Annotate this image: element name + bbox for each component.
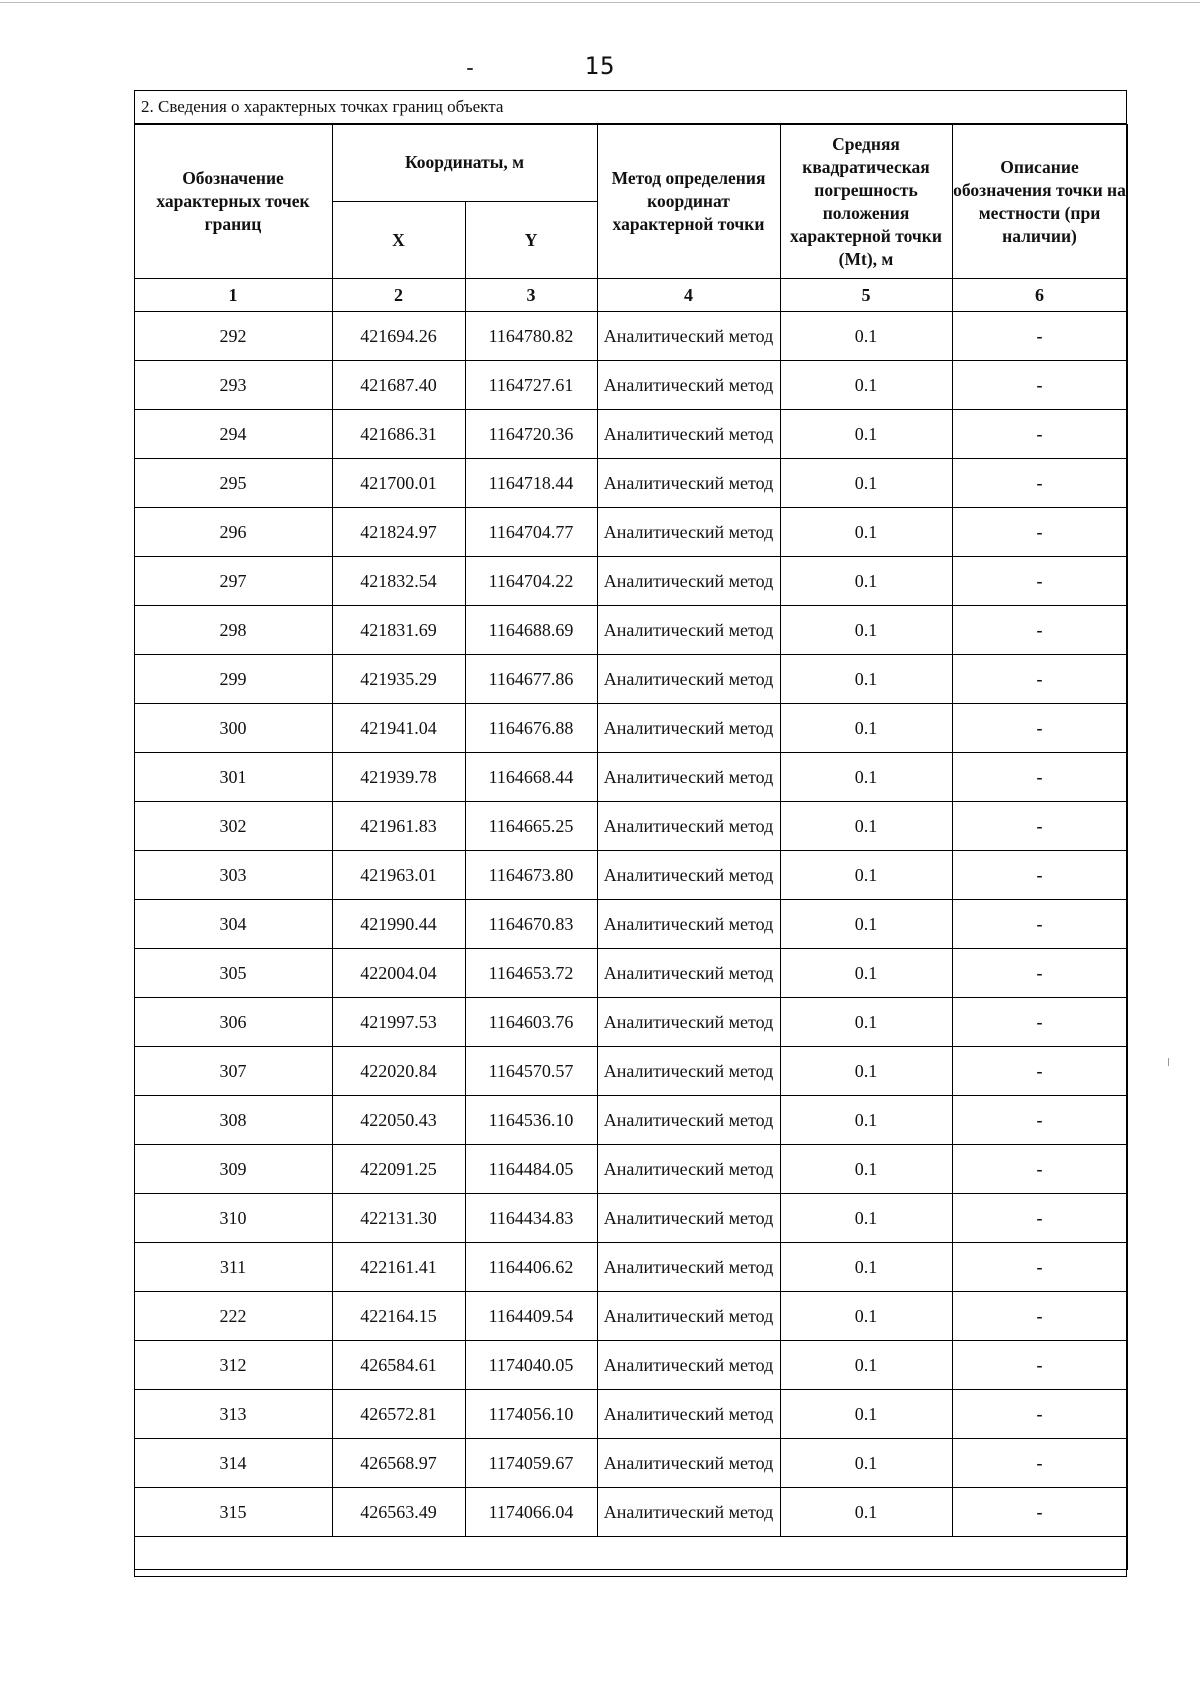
table-row <box>134 998 1127 1047</box>
y-coordinate-cell: 1174059.67 <box>465 1439 597 1488</box>
point-id-cell: 292 <box>134 312 332 361</box>
method-cell: Аналитический метод <box>597 949 780 998</box>
header-method: Метод определения координат характерной точки <box>597 125 780 279</box>
method-cell: Аналитический метод <box>597 1047 780 1096</box>
header-error: Средняя квадратическая погрешность положения характерной точки (Mt), м <box>780 125 952 279</box>
mt-cell: 0.1 <box>780 508 952 557</box>
x-coordinate-cell: 422131.30 <box>332 1194 465 1243</box>
y-coordinate-cell: 1164677.86 <box>465 655 597 704</box>
method-cell: Аналитический метод <box>597 1145 780 1194</box>
point-id-cell: 296 <box>134 508 332 557</box>
table-row <box>134 1145 1127 1194</box>
y-coordinate-cell: 1164409.54 <box>465 1292 597 1341</box>
x-coordinate-cell: 421832.54 <box>332 557 465 606</box>
table-row <box>134 1341 1127 1390</box>
mt-cell: 0.1 <box>780 1439 952 1488</box>
mt-cell: 0.1 <box>780 1243 952 1292</box>
method-cell: Аналитический метод <box>597 1341 780 1390</box>
point-id-cell: 311 <box>134 1243 332 1292</box>
table-row <box>134 802 1127 851</box>
point-id-cell: 299 <box>134 655 332 704</box>
y-coordinate-cell: 1164484.05 <box>465 1145 597 1194</box>
description-cell: - <box>952 557 1127 606</box>
header-y: Y <box>465 202 597 279</box>
description-cell: - <box>952 1096 1127 1145</box>
description-cell: - <box>952 1439 1127 1488</box>
y-coordinate-cell: 1164727.61 <box>465 361 597 410</box>
x-coordinate-cell: 422161.41 <box>332 1243 465 1292</box>
description-cell: - <box>952 1292 1127 1341</box>
mt-cell: 0.1 <box>780 655 952 704</box>
section-title: 2. Сведения о характерных точках границ объекта <box>135 91 1126 124</box>
method-cell: Аналитический метод <box>597 998 780 1047</box>
method-cell: Аналитический метод <box>597 410 780 459</box>
description-cell: - <box>952 606 1127 655</box>
table-row <box>134 1292 1127 1341</box>
description-cell: - <box>952 998 1127 1047</box>
y-coordinate-cell: 1164536.10 <box>465 1096 597 1145</box>
method-cell: Аналитический метод <box>597 1096 780 1145</box>
description-cell: - <box>952 704 1127 753</box>
table-row <box>134 704 1127 753</box>
table-row <box>134 1390 1127 1439</box>
x-coordinate-cell: 421700.01 <box>332 459 465 508</box>
y-coordinate-cell: 1164704.77 <box>465 508 597 557</box>
x-coordinate-cell: 421687.40 <box>332 361 465 410</box>
y-coordinate-cell: 1164668.44 <box>465 753 597 802</box>
mt-cell: 0.1 <box>780 1145 952 1194</box>
x-coordinate-cell: 426572.81 <box>332 1390 465 1439</box>
point-id-cell: 295 <box>134 459 332 508</box>
mt-cell: 0.1 <box>780 1390 952 1439</box>
method-cell: Аналитический метод <box>597 459 780 508</box>
y-coordinate-cell: 1164670.83 <box>465 900 597 949</box>
x-coordinate-cell: 421939.78 <box>332 753 465 802</box>
y-coordinate-cell: 1164718.44 <box>465 459 597 508</box>
x-coordinate-cell: 422020.84 <box>332 1047 465 1096</box>
y-coordinate-cell: 1164434.83 <box>465 1194 597 1243</box>
table-row <box>134 606 1127 655</box>
table-row <box>134 312 1127 361</box>
description-cell: - <box>952 655 1127 704</box>
mt-cell: 0.1 <box>780 949 952 998</box>
point-id-cell: 303 <box>134 851 332 900</box>
mt-cell: 0.1 <box>780 900 952 949</box>
table-row <box>134 753 1127 802</box>
table-row <box>134 557 1127 606</box>
description-cell: - <box>952 851 1127 900</box>
description-cell: - <box>952 1243 1127 1292</box>
column-number: 1 <box>134 279 332 312</box>
point-id-cell: 307 <box>134 1047 332 1096</box>
method-cell: Аналитический метод <box>597 900 780 949</box>
description-cell: - <box>952 459 1127 508</box>
table-row <box>134 410 1127 459</box>
point-id-cell: 306 <box>134 998 332 1047</box>
column-number: 4 <box>597 279 780 312</box>
point-id-cell: 293 <box>134 361 332 410</box>
point-id-cell: 297 <box>134 557 332 606</box>
description-cell: - <box>952 900 1127 949</box>
scan-speck <box>467 68 473 70</box>
point-id-cell: 300 <box>134 704 332 753</box>
point-id-cell: 222 <box>134 1292 332 1341</box>
mt-cell: 0.1 <box>780 1194 952 1243</box>
mt-cell: 0.1 <box>780 557 952 606</box>
point-id-cell: 301 <box>134 753 332 802</box>
point-id-cell: 294 <box>134 410 332 459</box>
x-coordinate-cell: 421990.44 <box>332 900 465 949</box>
table-row <box>134 508 1127 557</box>
method-cell: Аналитический метод <box>597 1292 780 1341</box>
description-cell: - <box>952 1341 1127 1390</box>
y-coordinate-cell: 1164704.22 <box>465 557 597 606</box>
column-number: 2 <box>332 279 465 312</box>
header-x: X <box>332 202 465 279</box>
y-coordinate-cell: 1174056.10 <box>465 1390 597 1439</box>
y-coordinate-cell: 1164603.76 <box>465 998 597 1047</box>
point-id-cell: 312 <box>134 1341 332 1390</box>
method-cell: Аналитический метод <box>597 753 780 802</box>
y-coordinate-cell: 1174066.04 <box>465 1488 597 1537</box>
method-cell: Аналитический метод <box>597 361 780 410</box>
mt-cell: 0.1 <box>780 802 952 851</box>
method-cell: Аналитический метод <box>597 1243 780 1292</box>
points-section <box>134 90 1127 1577</box>
point-id-cell: 308 <box>134 1096 332 1145</box>
description-cell: - <box>952 1047 1127 1096</box>
x-coordinate-cell: 421831.69 <box>332 606 465 655</box>
method-cell: Аналитический метод <box>597 606 780 655</box>
description-cell: - <box>952 410 1127 459</box>
page-number: 15 <box>584 52 616 80</box>
description-cell: - <box>952 1145 1127 1194</box>
x-coordinate-cell: 421694.26 <box>332 312 465 361</box>
method-cell: Аналитический метод <box>597 1194 780 1243</box>
description-cell: - <box>952 802 1127 851</box>
x-coordinate-cell: 422091.25 <box>332 1145 465 1194</box>
point-id-cell: 304 <box>134 900 332 949</box>
column-number-row <box>134 279 1127 312</box>
x-coordinate-cell: 422050.43 <box>332 1096 465 1145</box>
description-cell: - <box>952 1194 1127 1243</box>
y-coordinate-cell: 1174040.05 <box>465 1341 597 1390</box>
method-cell: Аналитический метод <box>597 508 780 557</box>
empty-trailing-row <box>134 1537 1127 1570</box>
table-row <box>134 949 1127 998</box>
y-coordinate-cell: 1164406.62 <box>465 1243 597 1292</box>
boundary-points-table <box>134 124 1128 1570</box>
method-cell: Аналитический метод <box>597 557 780 606</box>
header-description: Описание обозначения точки на местности (при наличии) <box>952 125 1127 279</box>
y-coordinate-cell: 1164665.25 <box>465 802 597 851</box>
point-id-cell: 310 <box>134 1194 332 1243</box>
point-id-cell: 315 <box>134 1488 332 1537</box>
mt-cell: 0.1 <box>780 410 952 459</box>
x-coordinate-cell: 421935.29 <box>332 655 465 704</box>
header-coordinates: Координаты, м <box>332 125 597 202</box>
y-coordinate-cell: 1164720.36 <box>465 410 597 459</box>
table-row <box>134 1439 1127 1488</box>
y-coordinate-cell: 1164653.72 <box>465 949 597 998</box>
description-cell: - <box>952 1488 1127 1537</box>
table-row <box>134 655 1127 704</box>
mt-cell: 0.1 <box>780 1047 952 1096</box>
description-cell: - <box>952 1390 1127 1439</box>
table-row <box>134 361 1127 410</box>
point-id-cell: 305 <box>134 949 332 998</box>
method-cell: Аналитический метод <box>597 1488 780 1537</box>
mt-cell: 0.1 <box>780 998 952 1047</box>
mt-cell: 0.1 <box>780 753 952 802</box>
mt-cell: 0.1 <box>780 606 952 655</box>
mt-cell: 0.1 <box>780 361 952 410</box>
y-coordinate-cell: 1164673.80 <box>465 851 597 900</box>
margin-mark <box>1168 1058 1169 1066</box>
scan-edge-line <box>0 2 1200 3</box>
x-coordinate-cell: 421686.31 <box>332 410 465 459</box>
x-coordinate-cell: 426568.97 <box>332 1439 465 1488</box>
empty-cell <box>134 1537 1127 1570</box>
x-coordinate-cell: 421961.83 <box>332 802 465 851</box>
header-designation: Обозначение характерных точек границ <box>134 125 332 279</box>
table-row <box>134 1243 1127 1292</box>
method-cell: Аналитический метод <box>597 1390 780 1439</box>
mt-cell: 0.1 <box>780 1341 952 1390</box>
method-cell: Аналитический метод <box>597 802 780 851</box>
x-coordinate-cell: 426563.49 <box>332 1488 465 1537</box>
method-cell: Аналитический метод <box>597 704 780 753</box>
mt-cell: 0.1 <box>780 1096 952 1145</box>
method-cell: Аналитический метод <box>597 655 780 704</box>
table-row <box>134 851 1127 900</box>
x-coordinate-cell: 421941.04 <box>332 704 465 753</box>
x-coordinate-cell: 422004.04 <box>332 949 465 998</box>
x-coordinate-cell: 421997.53 <box>332 998 465 1047</box>
column-number: 6 <box>952 279 1127 312</box>
table-row <box>134 1047 1127 1096</box>
x-coordinate-cell: 426584.61 <box>332 1341 465 1390</box>
point-id-cell: 313 <box>134 1390 332 1439</box>
table-row <box>134 459 1127 508</box>
description-cell: - <box>952 361 1127 410</box>
x-coordinate-cell: 421824.97 <box>332 508 465 557</box>
description-cell: - <box>952 949 1127 998</box>
column-number: 5 <box>780 279 952 312</box>
mt-cell: 0.1 <box>780 459 952 508</box>
x-coordinate-cell: 422164.15 <box>332 1292 465 1341</box>
table-row <box>134 1488 1127 1537</box>
table-row <box>134 1194 1127 1243</box>
y-coordinate-cell: 1164676.88 <box>465 704 597 753</box>
y-coordinate-cell: 1164570.57 <box>465 1047 597 1096</box>
point-id-cell: 302 <box>134 802 332 851</box>
mt-cell: 0.1 <box>780 1488 952 1537</box>
table-row <box>134 900 1127 949</box>
method-cell: Аналитический метод <box>597 312 780 361</box>
y-coordinate-cell: 1164688.69 <box>465 606 597 655</box>
method-cell: Аналитический метод <box>597 1439 780 1488</box>
point-id-cell: 314 <box>134 1439 332 1488</box>
column-number: 3 <box>465 279 597 312</box>
mt-cell: 0.1 <box>780 1292 952 1341</box>
description-cell: - <box>952 508 1127 557</box>
description-cell: - <box>952 753 1127 802</box>
point-id-cell: 298 <box>134 606 332 655</box>
mt-cell: 0.1 <box>780 704 952 753</box>
mt-cell: 0.1 <box>780 312 952 361</box>
x-coordinate-cell: 421963.01 <box>332 851 465 900</box>
y-coordinate-cell: 1164780.82 <box>465 312 597 361</box>
description-cell: - <box>952 312 1127 361</box>
method-cell: Аналитический метод <box>597 851 780 900</box>
table-row <box>134 1096 1127 1145</box>
mt-cell: 0.1 <box>780 851 952 900</box>
point-id-cell: 309 <box>134 1145 332 1194</box>
